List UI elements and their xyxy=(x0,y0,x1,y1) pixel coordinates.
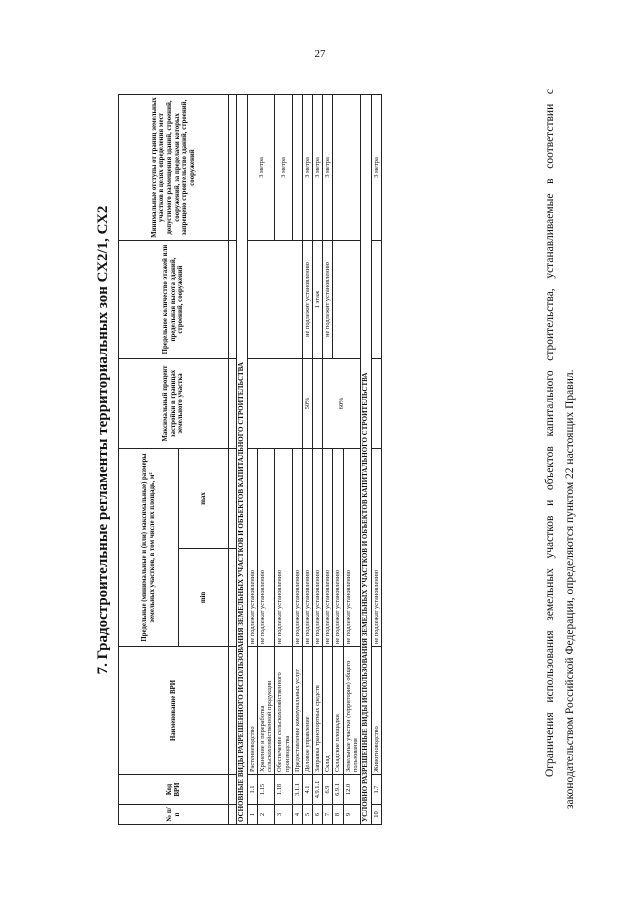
row-num: 8 xyxy=(333,805,343,825)
row-num: 6 xyxy=(313,805,323,825)
row-size: не подлежат установлению xyxy=(302,449,312,647)
table-row xyxy=(323,95,333,825)
row-setback: 3 метра xyxy=(247,95,275,241)
section-conditional-row xyxy=(360,95,371,825)
row-floors xyxy=(371,241,381,359)
row-name: Хранение и переработка сельскохозяйственной продукции xyxy=(258,647,275,775)
page-number: 27 xyxy=(314,48,326,60)
row-num: 5 xyxy=(302,805,312,825)
header-code: Код ВРИ xyxy=(119,775,229,805)
row-setback: 3 метра xyxy=(302,95,312,241)
row-setback: 3 метра xyxy=(313,95,323,241)
row-setback xyxy=(292,95,302,241)
row-name: Складские площадки xyxy=(333,647,343,775)
row-size: не подлежат установлению xyxy=(371,449,381,647)
row-code: 1.7 xyxy=(371,775,381,805)
header-max: max xyxy=(179,449,229,549)
row-setback: 3 метра xyxy=(371,95,381,241)
row-size: не подлежат установлению xyxy=(247,449,257,647)
section-conditional-label: УСЛОВНО РАЗРЕШЕННЫЕ ВИДЫ ИСПОЛЬЗОВАНИЯ ЗЕМЕЛЬНЫХ УЧАСТКОВ И ОБЪЕКТОВ КАПИТАЛЬНОГО СТРОИТЕЛЬСТВА xyxy=(360,95,371,825)
row-name: Обеспечение сельскохозяйственного производства xyxy=(275,647,292,775)
row-floors: не подлежит установлению xyxy=(323,241,333,359)
row-num: 4 xyxy=(292,805,302,825)
footnote: Ограничения использования земельных участков и объектов капитального строительства, устанавливаемые в соответствии с законодательством Российской Федерации, определяются пунктом 22 настоящих Правил. xyxy=(544,89,577,809)
row-percent xyxy=(247,359,302,449)
row-floors: 1 этаж xyxy=(313,241,323,359)
row-percent xyxy=(371,359,381,449)
table-row xyxy=(247,95,257,825)
row-num: 7 xyxy=(323,805,333,825)
section-main-label: ОСНОВНЫЕ ВИДЫ РАЗРЕШЕННОГО ИСПОЛЬЗОВАНИЯ ЗЕМЕЛЬНЫХ УЧАСТКОВ И ОБЪЕКТОВ КАПИТАЛЬНОГО СТРОИТЕЛЬСТВА xyxy=(237,95,248,825)
row-num: 3 xyxy=(275,805,292,825)
section-main-row xyxy=(237,95,248,825)
row-code: 4.9.1.1 xyxy=(313,775,323,805)
row-size: не подлежат установлению xyxy=(313,449,323,647)
row-size: не подлежат установлению xyxy=(275,449,292,647)
regulations-table xyxy=(118,94,382,825)
row-percent: 50% xyxy=(302,359,312,449)
header-size: Предельные (минимальные и (или) максимальные) размеры земельных участков, в том числе их площадь, м² xyxy=(119,449,179,647)
header-min: min xyxy=(179,549,229,647)
row-code: 12.0 xyxy=(343,775,360,805)
row-setback: 3 метра xyxy=(323,95,333,241)
row-floors xyxy=(247,241,302,359)
row-num: 10 xyxy=(371,805,381,825)
row-size: не подлежат установлению xyxy=(333,449,343,647)
row-code: 1.18 xyxy=(275,775,292,805)
row-code: 4.1 xyxy=(302,775,312,805)
row-name: Склад xyxy=(323,647,333,775)
row-name: Предоставление коммунальных услуг xyxy=(292,647,302,775)
header-setback: Минимальные отступы от границ земельных участков в целях определения мест допустимого размещения зданий, строений, сооружений, за пределами которых запрещено строительство зданий, строений, сооружений xyxy=(119,95,229,241)
table-row xyxy=(292,95,302,825)
row-num: 9 xyxy=(343,805,360,825)
page-title: 7. Градостроительные регламенты территориальных зон СХ2/1, СХ2 xyxy=(95,205,111,675)
row-name: Животноводство xyxy=(371,647,381,775)
row-code: 6.9 xyxy=(323,775,333,805)
row-code: 1.15 xyxy=(258,775,275,805)
header-floors: Предельное количество этажей или предельная высота зданий, строений, сооружений xyxy=(119,241,229,359)
row-num: 1 xyxy=(247,805,257,825)
header-num: № п/п xyxy=(119,805,229,825)
table-row xyxy=(302,95,312,825)
row-percent: 60% xyxy=(323,359,361,449)
row-code: 1.1 xyxy=(247,775,257,805)
row-size: не подлежат установлению xyxy=(343,449,360,647)
row-size: не подлежат установлению xyxy=(292,449,302,647)
row-percent xyxy=(313,359,323,449)
row-floors xyxy=(333,241,361,359)
row-setback xyxy=(333,95,361,241)
row-floors: не подлежит установлению xyxy=(302,241,312,359)
row-name: Земельные участки (территории) общего пользования xyxy=(343,647,360,775)
table-row xyxy=(371,95,381,825)
row-size: не подлежат установлению xyxy=(258,449,275,647)
row-name: Растениеводство xyxy=(247,647,257,775)
header-percent: Максимальный процент застройки в границах земельного участка xyxy=(119,359,229,449)
row-name: Заправка транспортных средств xyxy=(313,647,323,775)
row-name: Деловое управление xyxy=(302,647,312,775)
header-name: Наименование ВРИ xyxy=(119,647,229,775)
row-size: не подлежат установлению xyxy=(323,449,333,647)
table-row xyxy=(313,95,323,825)
row-num: 2 xyxy=(258,805,275,825)
row-code: 6.9.1 xyxy=(333,775,343,805)
table-row xyxy=(275,95,292,825)
row-code: 3.1.1 xyxy=(292,775,302,805)
row-setback: 3 метра xyxy=(275,95,292,241)
table-row xyxy=(333,95,343,825)
